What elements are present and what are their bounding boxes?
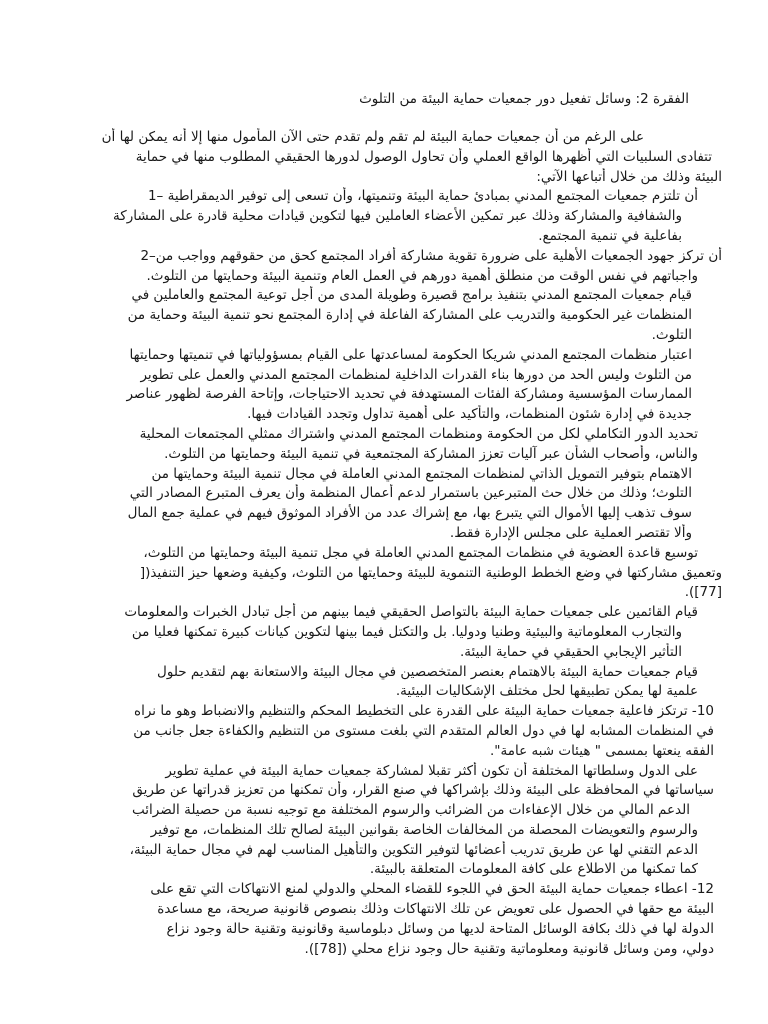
body-line: أن تركز جهود الجمعيات الأهلية على ضرورة تقوية مشاركة أفراد المجتمع كحق من حقوقهم وواجب من–2	[140, 247, 722, 264]
body-line: تتفادى السلبيات التي أظهرها الواقع العملي وأن تحاول الوصول لدورها الحقيقي المطلوب منها في حماية	[135, 148, 712, 165]
paragraph-heading: الفقرة 2: وسائل تفعيل دور جمعيات حماية البيئة من التلوث	[359, 91, 689, 107]
body-line: الدعم المالي من خلال الإعفاءات من الضرائب والرسوم المختلفة مع توجيه نسبة من حصيلة الضرائب	[132, 802, 690, 819]
body-line: بفاعلية في تنمية المجتمع.	[538, 227, 682, 244]
body-line: على الرغم من أن جمعيات حماية البيئة لم تقم ولم تقدم حتى الآن المأمول منها إلا أنه يمكن لها أن	[101, 129, 644, 145]
body-line: وتعميق مشاركتها في وضع الخطط الوطنية التنموية للبيئة وحمايتها من التلوث، وكيفية وضعها حيز التنفيذ([	[139, 564, 722, 581]
body-line: كما تمكنها من الاطلاع على كافة المعلومات المتعلقة بالبيئة.	[369, 861, 698, 878]
body-line: البيئة وذلك من خلال أتباعها الآتي:	[536, 168, 722, 185]
body-line: البيئة مع حقها في الحصول على تعويض عن تلك الانتهاكات وذلك بنصوص قانونية صريحة، مع مساعدة	[157, 901, 714, 918]
document-body	[56, 128, 722, 959]
body-line: التلوث؛ وذلك من خلال حث المتبرعين باستمرار لدعم أعمال المنظمة وأن يعرف المتبرع المصادر التي	[129, 485, 692, 502]
body-line: جديدة في إدارة شئون المنظمات، والتأكيد على أهمية تداول وتجدد القيادات فيها.	[247, 406, 692, 423]
body-line: الفقه ينعتها بمسمى " هيئات شبه عامة".	[490, 742, 714, 759]
body-line: الدعم التقني لها عن طريق تدريب أعضائها لتوفير التكوين والتأهيل المناسب لهم في مجال حماية البيئة،	[129, 841, 698, 858]
body-line: قيام جمعيات المجتمع المدني بتنفيذ برامج قصيرة وطويلة المدى من أجل توعية المجتمع والعاملين في	[131, 287, 692, 304]
body-line: الاهتمام بتوفير التمويل الذاتي لمنظمات المجتمع المدني العاملة في مجال تنمية البيئة وحمايتها من	[151, 465, 692, 482]
body-line: دولي، ومن وسائل قانونية ومعلوماتية وتقنية حال وجود نزاع محلي ([78]).	[304, 940, 714, 957]
body-line: قيام القائمين على جمعيات حماية البيئة بالتواصل الحقيقي فيما بينهم من أجل تبادل الخبرات والمعلومات	[124, 604, 698, 621]
body-line: 12- اعطاء جمعيات حماية البيئة الحق في اللجوء للقضاء المحلي والدولي لمنع الانتهاكات التي تقع على	[150, 881, 714, 898]
body-line: سوف تذهب إليها الأموال التي يتبرع بها، مع إشراك عدد من الأفراد الموثوق فيهم في عملية جمع المال	[127, 505, 692, 522]
body-line: سياساتها في المحافظة على البيئة وذلك بإشراكها في صنع القرار، وأن تمكنها من تعزيز قدراتها عن طريق	[132, 782, 714, 799]
body-line: قيام جمعيات حماية البيئة بالاهتمام بعنصر المتخصصين في مجال البيئة والاستعانة بهم لتقديم حلول	[157, 663, 698, 680]
body-line: تحديد الدور التكاملي لكل من الحكومة ومنظمات المجتمع المدني واشتراك ممثلي المجتمعات المحلية	[139, 425, 698, 442]
body-line: علمية لها يمكن تطبيقها لحل مختلف الإشكاليات البيئية.	[395, 683, 698, 700]
body-line: الممارسات المؤسسية ومشاركة الفئات المستهدفة في تحديد الاحتياجات، وإتاحة الفرصة لظهور عناصر	[126, 386, 692, 403]
body-line: والشفافية والمشاركة وذلك عبر تمكين الأعضاء العاملين فيها لتكوين قيادات محلية قادرة على المشاركة	[113, 208, 682, 225]
body-line: في المنظمات المشابه لها في دول العالم المتقدم التي بلغت مستوى من التنظيم والكفاءة جعل جانب من	[133, 722, 714, 739]
body-line: [77]).	[684, 584, 722, 601]
body-line: 10- ترتكز فاعلية جمعيات حماية البيئة على القدرة على التخطيط المحكم والتنظيم والانضباط وهو ما نراه	[134, 703, 714, 720]
body-line: المنظمات غير الحكومية والتدريب على المشاركة الفاعلة في إدارة المجتمع نحو تنمية البيئة وحماية من	[127, 307, 692, 324]
body-line: أن تلتزم جمعيات المجتمع المدني بمبادئ حماية البيئة وتنميتها، وأن تسعى إلى توفير الديمقراطية –1	[147, 188, 698, 205]
body-line: الدولة لها في ذلك بكافة الوسائل المتاحة لديها من وسائل دبلوماسية وقانونية وتقنية حالة وجود نزاع	[166, 920, 714, 937]
body-line: وألا تقتصر العملية على مجلس الإدارة فقط.	[449, 524, 692, 541]
body-line: التأثير الإيجابي الحقيقي في حماية البيئة.	[460, 643, 682, 660]
body-line: والرسوم والتعويضات المحصلة من المخالفات الخاصة بقوانين البيئة لصالح تلك المنظمات، مع توفير	[150, 821, 698, 838]
body-line: واجباتهم في نفس الوقت من منطلق أهمية دورهم في العمل العام وتنمية البيئة وحمايتها من التلوث.	[146, 267, 698, 284]
body-line: والتجارب المعلوماتية والبيئية وطنيا ودوليا. بل والتكتل فيما بينها لتكوين كيانات كبيرة تمكنها فعليا من	[131, 623, 682, 640]
body-line: اعتبار منظمات المجتمع المدني شريكا الحكومة لمساعدتها على القيام بمسؤولياتها في تنميتها وحمايتها	[129, 346, 692, 363]
body-line: التلوث.	[651, 326, 692, 343]
body-line: والناس، وأصحاب الشأن عبر آليات تعزز المشاركة المجتمعية في تنمية البيئة وحمايتها من التلوث.	[164, 445, 698, 462]
body-line: توسيع قاعدة العضوية في منظمات المجتمع المدني العاملة في مجل تنمية البيئة وحمايتها من التلوث،	[143, 544, 698, 561]
body-line: على الدول وسلطاتها المختلفة أن تكون أكثر تقبلا لمشاركة جمعيات حماية البيئة في عملية تطوير	[165, 762, 698, 779]
body-line: من التلوث وليس الحد من دورها بناء القدرات الداخلية لمنظمات المجتمع المدني والعمل على تطوير	[140, 366, 692, 383]
